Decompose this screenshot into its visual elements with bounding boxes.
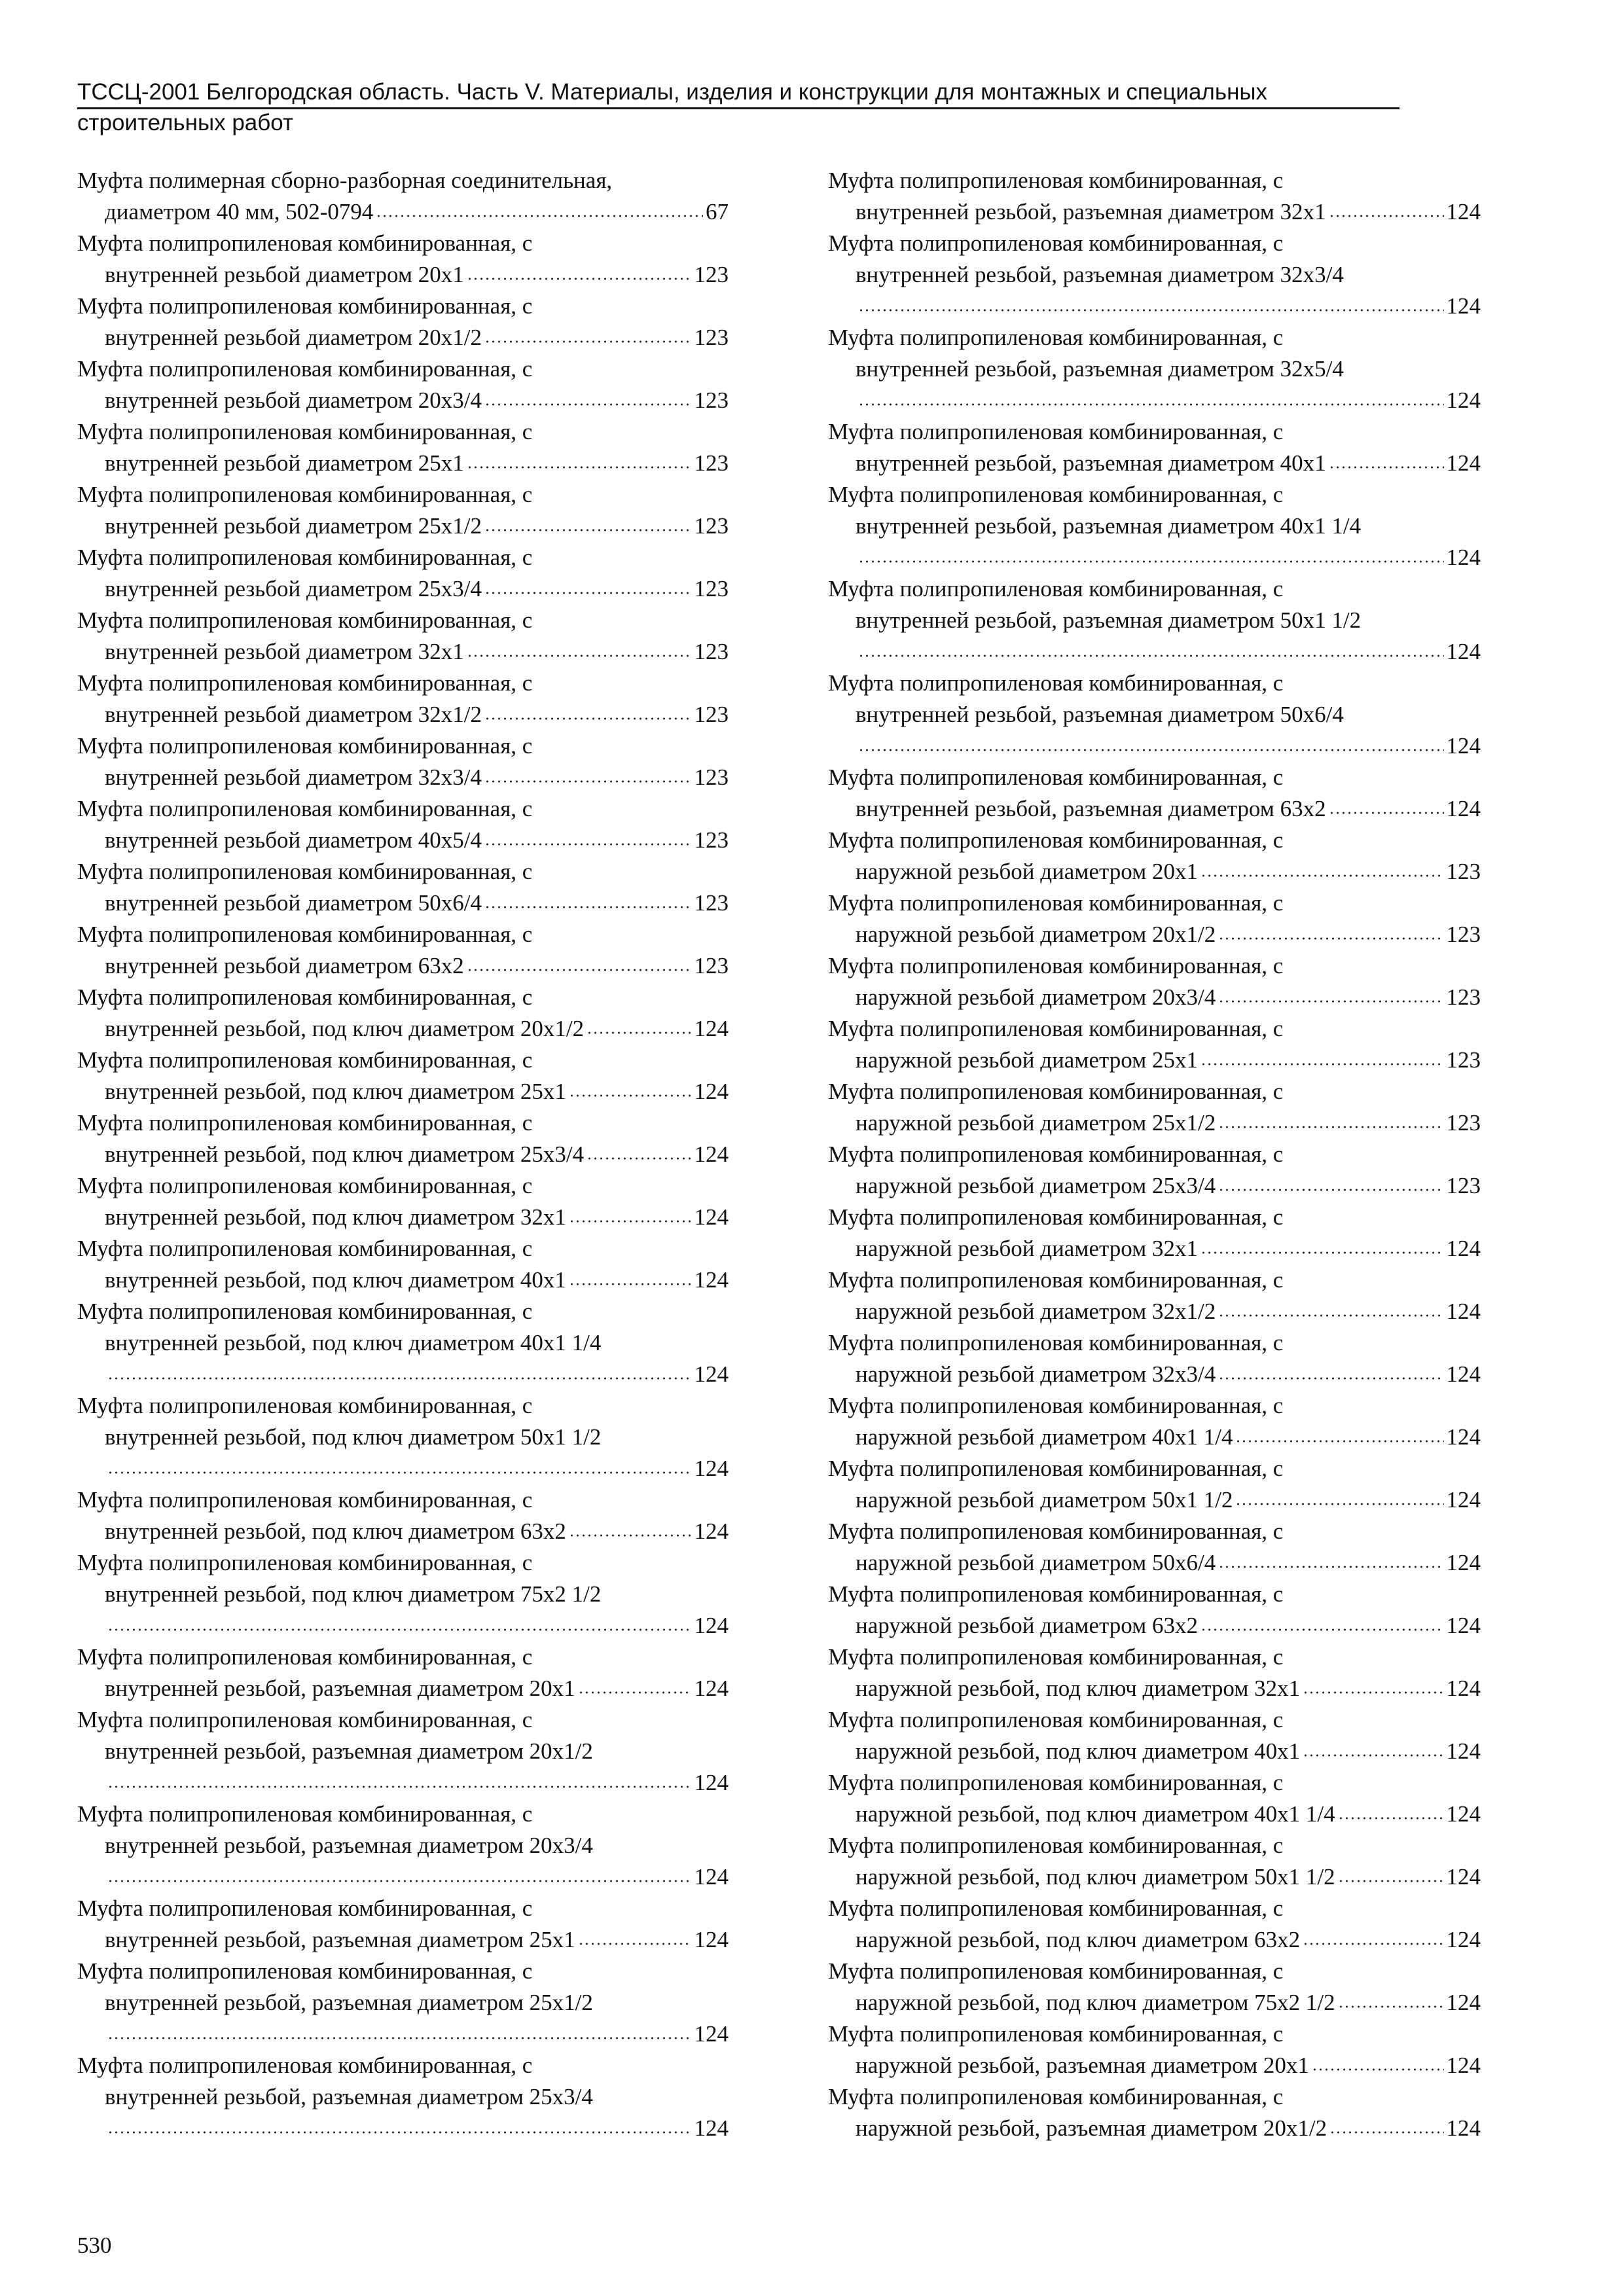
entry-title: Муфта полипропиленовая комбинированная, с: [828, 1267, 1284, 1293]
entry-detail: внутренней резьбой, под ключ диаметром 75х2 1/2: [105, 1581, 602, 1607]
entry-detail: внутренней резьбой, разъемная диаметром 50х1 1/2: [856, 607, 1362, 633]
entry-detail: внутренней резьбой, разъемная диаметром 32х5/4: [856, 356, 1344, 382]
entry-title: Муфта полипропиленовая комбинированная, с: [77, 1644, 533, 1670]
dot-leader: [467, 636, 692, 658]
entry-page-number: 124: [1446, 1990, 1481, 2015]
entry-detail: внутренней резьбой диаметром 32х1/2: [105, 702, 482, 727]
index-entry: [77, 353, 729, 416]
entry-detail: внутренней резьбой, под ключ диаметром 25х3/4: [105, 1141, 585, 1167]
entry-detail: внутренней резьбой, под ключ диаметром 32х1: [105, 1204, 566, 1230]
dot-leader: [1235, 1422, 1443, 1443]
index-entry: [77, 1296, 729, 1390]
entry-detail: наружной резьбой диаметром 20х1: [856, 859, 1198, 884]
entry-page-number: 67: [706, 199, 729, 224]
entry-page-number: 123: [694, 450, 729, 476]
dot-leader: [578, 1673, 692, 1695]
entry-page-number: 124: [1446, 450, 1481, 476]
dot-leader: [1218, 982, 1443, 1003]
entry-title: Муфта полипропиленовая комбинированная, с: [77, 796, 533, 821]
index-entry: [77, 1390, 729, 1484]
entry-title: Муфта полипропиленовая комбинированная, с: [77, 482, 533, 507]
dot-leader: [107, 2018, 692, 2040]
index-entry: [77, 1045, 729, 1107]
index-entry: [828, 1830, 1481, 1893]
entry-title: Муфта полипропиленовая комбинированная, с: [828, 1707, 1284, 1732]
index-entry: [828, 950, 1481, 1013]
dot-leader: [1218, 919, 1443, 941]
dot-leader: [107, 1453, 692, 1475]
entry-title: Муфта полипропиленовая комбинированная, с: [77, 230, 533, 256]
entry-detail: внутренней резьбой, разъемная диаметром 50х6/4: [856, 702, 1344, 727]
entry-title: Муфта полипропиленовая комбинированная, с: [828, 576, 1284, 601]
index-entry: [77, 479, 729, 542]
index-entry: [828, 1641, 1481, 1704]
index-entry: [828, 668, 1481, 762]
entry-detail: внутренней резьбой, разъемная диаметром 25х1: [105, 1927, 575, 1952]
entry-page-number: 124: [694, 1770, 729, 1795]
entry-title: Муфта полипропиленовая комбинированная, с: [828, 1958, 1284, 1984]
entry-page-number: 124: [1446, 2115, 1481, 2141]
dot-leader: [586, 1013, 691, 1035]
entry-title: Муфта полипропиленовая комбинированная, с: [828, 419, 1284, 444]
entry-detail: внутренней резьбой, разъемная диаметром 63х2: [856, 796, 1326, 821]
dot-leader: [569, 1265, 692, 1286]
index-entry: [77, 1956, 729, 2050]
entry-page-number: 123: [694, 953, 729, 978]
dot-leader: [1218, 1547, 1443, 1569]
entry-title: Муфта полипропиленовая комбинированная, с: [77, 1393, 533, 1418]
entry-detail: наружной резьбой, под ключ диаметром 63х2: [856, 1927, 1301, 1952]
index-entry: [77, 1484, 729, 1547]
dot-leader: [484, 825, 692, 846]
entry-page-number: 124: [1446, 1487, 1481, 1513]
entry-page-number: 124: [1446, 1424, 1481, 1450]
dot-leader: [1200, 1045, 1444, 1066]
entry-title: Муфта полимерная сборно-разборная соединительная,: [77, 168, 613, 193]
entry-page-number: 123: [1446, 859, 1481, 884]
entry-detail: внутренней резьбой диаметром 32х1: [105, 639, 464, 664]
dot-leader: [1218, 1296, 1443, 1318]
entry-detail: наружной резьбой диаметром 20х3/4: [856, 984, 1216, 1010]
dot-leader: [484, 888, 692, 909]
header-title-line1: ТССЦ-2001 Белгородская область. Часть V. Материалы, изделия и конструкции для монтажных и специальных: [77, 79, 1399, 109]
index-entry: [77, 542, 729, 605]
entry-detail: внутренней резьбой, под ключ диаметром 50х1 1/2: [105, 1424, 602, 1450]
entry-detail: наружной резьбой диаметром 25х3/4: [856, 1173, 1216, 1198]
entry-detail: внутренней резьбой, под ключ диаметром 63х2: [105, 1518, 566, 1544]
entry-detail: внутренней резьбой, разъемная диаметром 25х1/2: [105, 1990, 593, 2015]
entry-title: Муфта полипропиленовая комбинированная, с: [77, 1550, 533, 1575]
dot-leader: [484, 573, 692, 595]
entry-page-number: 123: [1446, 1110, 1481, 1136]
entry-page-number: 124: [694, 1361, 729, 1387]
entry-page-number: 124: [1446, 1801, 1481, 1827]
entry-detail: внутренней резьбой, под ключ диаметром 20х1/2: [105, 1016, 585, 1041]
index-entry: [828, 1956, 1481, 2018]
entry-page-number: 123: [694, 513, 729, 539]
entry-detail: внутренней резьбой диаметром 25х1/2: [105, 513, 482, 539]
entry-page-number: 124: [1446, 387, 1481, 413]
index-entry: [828, 1453, 1481, 1516]
entry-title: Муфта полипропиленовая комбинированная, с: [77, 1895, 533, 1921]
index-entry: [77, 2050, 729, 2144]
index-entry: [828, 2018, 1481, 2081]
index-entry: [828, 1139, 1481, 1202]
index-entry: [77, 1893, 729, 1956]
dot-leader: [569, 1202, 692, 1223]
dot-leader: [107, 2113, 692, 2134]
index-entry: [828, 1893, 1481, 1956]
index-entry: [828, 416, 1481, 479]
entry-detail: внутренней резьбой, под ключ диаметром 25х1: [105, 1079, 566, 1104]
entry-detail: диаметром 40 мм, 502-0794: [105, 199, 374, 224]
page-number: 530: [77, 2233, 112, 2258]
dot-leader: [484, 762, 692, 783]
dot-leader: [1312, 2050, 1444, 2072]
index-entry: [828, 228, 1481, 322]
entry-detail: наружной резьбой диаметром 40х1 1/4: [856, 1424, 1233, 1450]
entry-detail: внутренней резьбой, разъемная диаметром 20х1/2: [105, 1738, 593, 1764]
entry-title: Муфта полипропиленовая комбинированная, с: [77, 1173, 533, 1198]
entry-title: Муфта полипропиленовая комбинированная, с: [828, 670, 1284, 696]
entry-title: Муфта полипропиленовая комбинированная, с: [77, 1707, 533, 1732]
entry-title: Муфта полипропиленовая комбинированная, с: [77, 984, 533, 1010]
entry-title: Муфта полипропиленовая комбинированная, с: [77, 2053, 533, 2078]
dot-leader: [484, 322, 692, 344]
dot-leader: [1338, 1799, 1444, 1820]
entry-page-number: 124: [1446, 1299, 1481, 1324]
entry-page-number: 123: [694, 576, 729, 601]
entry-page-number: 124: [694, 1267, 729, 1293]
dot-leader: [467, 448, 692, 469]
index-entry: [77, 228, 729, 291]
dot-leader: [107, 1610, 692, 1632]
entry-detail: внутренней резьбой диаметром 63х2: [105, 953, 464, 978]
entry-title: Муфта полипропиленовая комбинированная, с: [828, 1079, 1284, 1104]
entry-title: Муфта полипропиленовая комбинированная, с: [77, 293, 533, 319]
index-entry: [77, 1547, 729, 1641]
dot-leader: [484, 385, 692, 406]
dot-leader: [858, 385, 1444, 406]
entry-page-number: 124: [1446, 2053, 1481, 2078]
entry-title: Муфта полипропиленовая комбинированная, с: [828, 1330, 1284, 1355]
dot-leader: [1303, 1736, 1443, 1757]
entry-page-number: 124: [1446, 545, 1481, 570]
entry-page-number: 123: [694, 827, 729, 853]
index-entry: [828, 573, 1481, 668]
entry-detail: наружной резьбой, под ключ диаметром 75х2 1/2: [856, 1990, 1335, 2015]
dot-leader: [1338, 1987, 1444, 2009]
entry-title: Муфта полипропиленовая комбинированная, с: [828, 1204, 1284, 1230]
entry-title: Муфта полипропиленовая комбинированная, с: [77, 356, 533, 382]
entry-page-number: 124: [694, 1864, 729, 1890]
entry-page-number: 123: [1446, 984, 1481, 1010]
entry-detail: внутренней резьбой, разъемная диаметром 25х3/4: [105, 2084, 593, 2109]
entry-detail: наружной резьбой диаметром 25х1/2: [856, 1110, 1216, 1136]
index-entry: [77, 1641, 729, 1704]
index-entry: [77, 856, 729, 919]
entry-page-number: 124: [694, 1016, 729, 1041]
entry-title: Муфта полипропиленовая комбинированная, с: [77, 733, 533, 759]
entry-detail: внутренней резьбой диаметром 32х3/4: [105, 764, 482, 790]
entry-detail: внутренней резьбой диаметром 50х6/4: [105, 890, 482, 916]
entry-page-number: 124: [1446, 639, 1481, 664]
entry-title: Муфта полипропиленовая комбинированная, с: [828, 230, 1284, 256]
entry-page-number: 124: [1446, 1927, 1481, 1952]
entry-title: Муфта полипропиленовая комбинированная, с: [828, 2084, 1284, 2109]
dot-leader: [1329, 793, 1444, 815]
entry-detail: внутренней резьбой, разъемная диаметром 40х1: [856, 450, 1326, 476]
entry-title: Муфта полипропиленовая комбинированная, с: [828, 1895, 1284, 1921]
entry-page-number: 124: [1446, 1550, 1481, 1575]
entry-detail: наружной резьбой диаметром 32х1: [856, 1236, 1198, 1261]
dot-leader: [1200, 856, 1444, 878]
entry-title: Муфта полипропиленовая комбинированная, с: [828, 2021, 1284, 2047]
index-entry: [828, 1076, 1481, 1139]
dot-leader: [858, 542, 1444, 564]
dot-leader: [1200, 1233, 1444, 1255]
entry-title: Муфта полипропиленовая комбинированная, с: [77, 419, 533, 444]
index-entry: [77, 1170, 729, 1233]
index-entry: [828, 1327, 1481, 1390]
entry-page-number: 124: [694, 1204, 729, 1230]
index-entry: [828, 1202, 1481, 1265]
entry-detail: внутренней резьбой диаметром 20х3/4: [105, 387, 482, 413]
dot-leader: [1338, 1861, 1444, 1883]
entry-detail: наружной резьбой, под ключ диаметром 40х1: [856, 1738, 1301, 1764]
entry-page-number: 124: [1446, 293, 1481, 319]
entry-title: Муфта полипропиленовая комбинированная, с: [828, 890, 1284, 916]
entry-page-number: 123: [694, 387, 729, 413]
entry-detail: наружной резьбой диаметром 20х1/2: [856, 922, 1216, 947]
entry-page-number: 124: [694, 1518, 729, 1544]
entry-title: Муфта полипропиленовая комбинированная, с: [77, 1047, 533, 1073]
entry-page-number: 123: [694, 764, 729, 790]
index-entry: [828, 1265, 1481, 1327]
entry-page-number: 124: [1446, 1676, 1481, 1701]
dot-leader: [1218, 1170, 1443, 1192]
entry-detail: наружной резьбой, под ключ диаметром 32х1: [856, 1676, 1301, 1701]
entry-title: Муфта полипропиленовая комбинированная, с: [828, 1141, 1284, 1167]
dot-leader: [858, 291, 1444, 312]
dot-leader: [107, 1861, 692, 1883]
index-entry: [828, 825, 1481, 888]
dot-leader: [858, 636, 1444, 658]
index-entry: [77, 982, 729, 1045]
entry-detail: внутренней резьбой, под ключ диаметром 40х1 1/4: [105, 1330, 602, 1355]
entry-page-number: 123: [694, 325, 729, 350]
index-entry: [828, 1767, 1481, 1830]
entry-page-number: 123: [694, 890, 729, 916]
entry-page-number: 124: [694, 1141, 729, 1167]
entry-detail: внутренней резьбой диаметром 25х1: [105, 450, 464, 476]
entry-detail: внутренней резьбой диаметром 25х3/4: [105, 576, 482, 601]
dot-leader: [1329, 196, 1444, 218]
entry-page-number: 124: [1446, 1864, 1481, 1890]
entry-title: Муфта полипропиленовая комбинированная, с: [77, 607, 533, 633]
dot-leader: [1218, 1359, 1443, 1380]
entry-title: Муфта полипропиленовая комбинированная, с: [828, 1833, 1284, 1858]
entry-title: Муфта полипропиленовая комбинированная, с: [828, 1016, 1284, 1041]
header-title-line2: строительных работ: [77, 110, 294, 135]
entry-title: Муфта полипропиленовая комбинированная, с: [77, 859, 533, 884]
entry-title: Муфта полипропиленовая комбинированная, с: [77, 1299, 533, 1324]
entry-page-number: 124: [694, 1613, 729, 1638]
entry-title: Муфта полипропиленовая комбинированная, с: [77, 1110, 533, 1136]
index-entry: [77, 605, 729, 668]
index-entry: [828, 1516, 1481, 1579]
entry-page-number: 123: [694, 262, 729, 287]
entry-page-number: 124: [1446, 199, 1481, 224]
entry-page-number: 123: [1446, 1173, 1481, 1198]
entry-page-number: 123: [1446, 922, 1481, 947]
entry-detail: наружной резьбой диаметром 25х1: [856, 1047, 1198, 1073]
entry-detail: наружной резьбой диаметром 50х6/4: [856, 1550, 1216, 1575]
entry-detail: наружной резьбой, разъемная диаметром 20х1/2: [856, 2115, 1327, 2141]
entry-page-number: 124: [694, 1079, 729, 1104]
index-entry: [77, 291, 729, 353]
dot-leader: [107, 1767, 692, 1789]
entry-title: Муфта полипропиленовая комбинированная, с: [77, 1236, 533, 1261]
dot-leader: [1303, 1924, 1443, 1946]
entry-title: Муфта полипропиленовая комбинированная, с: [828, 1581, 1284, 1607]
entry-title: Муфта полипропиленовая комбинированная, с: [77, 545, 533, 570]
entry-detail: внутренней резьбой, разъемная диаметром 32х1: [856, 199, 1326, 224]
index-entry: [828, 479, 1481, 573]
running-header: [77, 79, 1399, 137]
dot-leader: [569, 1516, 692, 1537]
entry-page-number: 124: [694, 2021, 729, 2047]
dot-leader: [467, 259, 692, 281]
entry-page-number: 124: [1446, 1613, 1481, 1638]
entry-page-number: 123: [694, 639, 729, 664]
dot-leader: [1218, 1107, 1443, 1129]
dot-leader: [1329, 448, 1444, 469]
index-entry: [828, 888, 1481, 950]
entry-title: Муфта полипропиленовая комбинированная, с: [828, 325, 1284, 350]
index-entry: [77, 165, 729, 228]
dot-leader: [1235, 1484, 1443, 1506]
index-entry: [828, 2081, 1481, 2144]
index-entry: [77, 1107, 729, 1170]
index-entry: [828, 1390, 1481, 1453]
dot-leader: [107, 1359, 692, 1380]
index-entry: [77, 730, 729, 793]
index-entry: [828, 762, 1481, 825]
dot-leader: [578, 1924, 692, 1946]
entry-page-number: 124: [1446, 1361, 1481, 1387]
entry-title: Муфта полипропиленовая комбинированная, с: [828, 168, 1284, 193]
dot-leader: [467, 950, 692, 972]
index-entry: [828, 165, 1481, 228]
entry-title: Муфта полипропиленовая комбинированная, с: [828, 1770, 1284, 1795]
entry-detail: внутренней резьбой диаметром 40х5/4: [105, 827, 482, 853]
entry-title: Муфта полипропиленовая комбинированная, с: [828, 827, 1284, 853]
index-entry: [77, 919, 729, 982]
index-entry: [77, 668, 729, 730]
entry-detail: внутренней резьбой, разъемная диаметром 32х3/4: [856, 262, 1344, 287]
entry-title: Муфта полипропиленовая комбинированная, с: [77, 1487, 533, 1513]
dot-leader: [1200, 1610, 1444, 1632]
index-column-left: [77, 165, 729, 2144]
entry-detail: внутренней резьбой, под ключ диаметром 40х1: [105, 1267, 566, 1293]
dot-leader: [376, 196, 703, 218]
entry-detail: внутренней резьбой, разъемная диаметром 20х1: [105, 1676, 575, 1701]
entry-detail: наружной резьбой диаметром 50х1 1/2: [856, 1487, 1233, 1513]
entry-page-number: 123: [1446, 1047, 1481, 1073]
index-entry: [77, 1704, 729, 1799]
dot-leader: [858, 730, 1444, 752]
dot-leader: [586, 1139, 691, 1160]
dot-leader: [1329, 2113, 1443, 2134]
entry-detail: наружной резьбой диаметром 63х2: [856, 1613, 1198, 1638]
index-entry: [77, 793, 729, 856]
index-entry: [828, 1013, 1481, 1076]
entry-page-number: 124: [694, 1927, 729, 1952]
dot-leader: [1303, 1673, 1443, 1695]
entry-page-number: 123: [694, 702, 729, 727]
index-entry: [77, 1799, 729, 1893]
entry-page-number: 124: [694, 1676, 729, 1701]
index-column-right: [828, 165, 1481, 2144]
entry-page-number: 124: [1446, 1738, 1481, 1764]
index-entry: [77, 1233, 729, 1296]
index-entry: [77, 416, 729, 479]
entry-title: Муфта полипропиленовая комбинированная, с: [828, 1644, 1284, 1670]
entry-title: Муфта полипропиленовая комбинированная, с: [828, 764, 1284, 790]
entry-detail: наружной резьбой, под ключ диаметром 40х1 1/4: [856, 1801, 1335, 1827]
entry-page-number: 124: [694, 1456, 729, 1481]
entry-detail: наружной резьбой диаметром 32х3/4: [856, 1361, 1216, 1387]
entry-title: Муфта полипропиленовая комбинированная, с: [77, 922, 533, 947]
entry-title: Муфта полипропиленовая комбинированная, с: [77, 670, 533, 696]
entry-title: Муфта полипропиленовая комбинированная, с: [77, 1801, 533, 1827]
dot-leader: [484, 699, 692, 721]
entry-page-number: 124: [1446, 733, 1481, 759]
dot-leader: [569, 1076, 692, 1098]
entry-detail: внутренней резьбой, разъемная диаметром 20х3/4: [105, 1833, 593, 1858]
entry-detail: наружной резьбой, разъемная диаметром 20х1: [856, 2053, 1309, 2078]
index-entry: [828, 1704, 1481, 1767]
entry-page-number: 124: [1446, 1236, 1481, 1261]
entry-detail: внутренней резьбой диаметром 20х1: [105, 262, 464, 287]
index-entry: [828, 322, 1481, 416]
entry-detail: наружной резьбой, под ключ диаметром 50х1 1/2: [856, 1864, 1335, 1890]
entry-page-number: 124: [1446, 796, 1481, 821]
entry-detail: наружной резьбой диаметром 32х1/2: [856, 1299, 1216, 1324]
index-entry: [828, 1579, 1481, 1641]
entry-title: Муфта полипропиленовая комбинированная, с: [828, 1393, 1284, 1418]
entry-title: Муфта полипропиленовая комбинированная, с: [828, 482, 1284, 507]
entry-detail: внутренней резьбой, разъемная диаметром 40х1 1/4: [856, 513, 1362, 539]
entry-title: Муфта полипропиленовая комбинированная, с: [828, 1518, 1284, 1544]
entry-detail: внутренней резьбой диаметром 20х1/2: [105, 325, 482, 350]
entry-page-number: 124: [694, 2115, 729, 2141]
entry-title: Муфта полипропиленовая комбинированная, с: [828, 953, 1284, 978]
entry-title: Муфта полипропиленовая комбинированная, с: [828, 1456, 1284, 1481]
dot-leader: [484, 511, 692, 532]
entry-title: Муфта полипропиленовая комбинированная, с: [77, 1958, 533, 1984]
